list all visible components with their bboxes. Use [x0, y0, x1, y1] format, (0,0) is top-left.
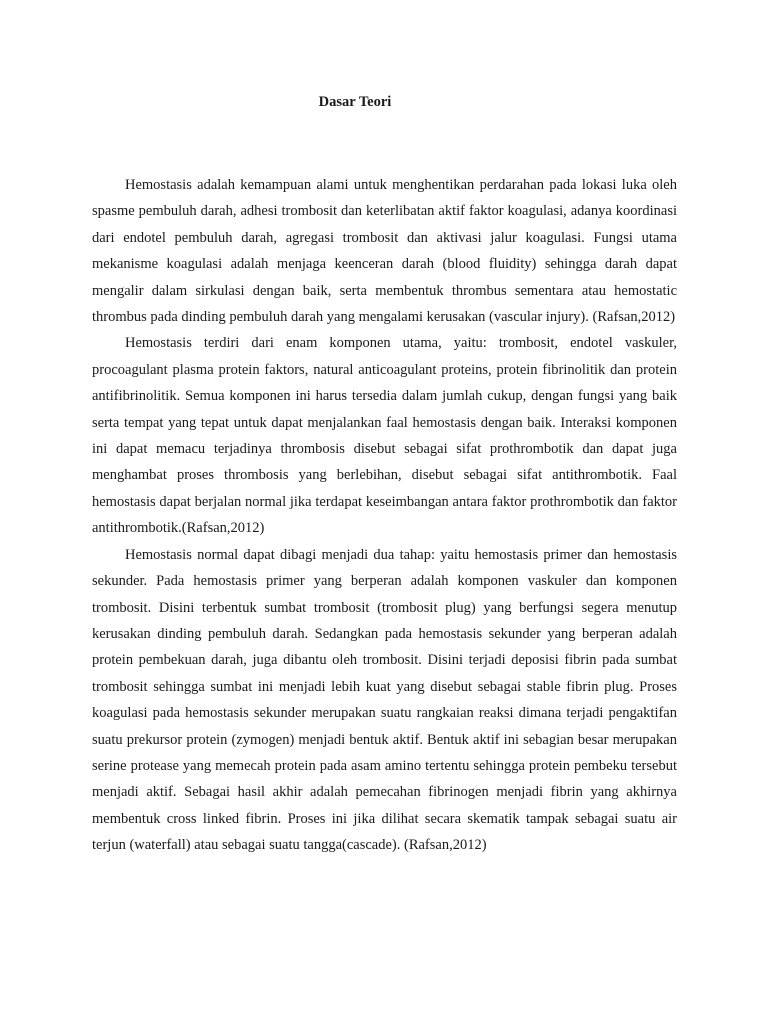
- document-body: [92, 172, 677, 859]
- document-title: Dasar Teori: [318, 94, 392, 110]
- paragraph-hemostasis-components: Hemostasis terdiri dari enam komponen utama, yaitu: trombosit, endotel vaskuler, procoagulant plasma protein faktors, natural anticoagulant proteins, protein fibrinolitik dan protein antifibrinolitik. Semua komponen ini harus tersedia dalam jumlah cukup, dengan fungsi yang baik serta tempat yang tepat untuk dapat menjalankan faal hemostasis dengan baik. Interaksi komponen ini dapat memacu terjadinya thrombosis disebut sebagai sifat prothrombotik dan dapat juga menghambat proses thrombosis yang berlebihan, disebut sebagai sifat antithrombotik. Faal hemostasis dapat berjalan normal jika terdapat keseimbangan antara faktor prothrombotik dan faktor antithrombotik.(Rafsan,2012): [92, 335, 677, 537]
- paragraph-hemostasis-stages: Hemostasis normal dapat dibagi menjadi dua tahap: yaitu hemostasis primer dan hemostasis sekunder. Pada hemostasis primer yang berperan adalah komponen vaskuler dan komponen trombosit. Disini terbentuk sumbat trombosit (trombosit plug) yang berfungsi segera menutup kerusakan dinding pembuluh darah. Sedangkan pada hemostasis sekunder yang berperan adalah protein pembekuan darah, juga dibantu oleh trombosit. Disini terjadi deposisi fibrin pada sumbat trombosit sehingga sumbat ini menjadi lebih kuat yang disebut sebagai stable fibrin plug. Proses koagulasi pada hemostasis sekunder merupakan suatu rangkaian reaksi dimana terjadi pengaktifan suatu prekursor protein (zymogen) menjadi bentuk aktif. Bentuk aktif ini sebagian besar merupakan serine protease yang memecah protein pada asam amino tertentu sehingga protein pembeku tersebut menjadi aktif. Sebagai hasil akhir adalah pemecahan fibrinogen menjadi fibrin yang akhirnya membentuk cross linked fibrin. Proses ini jika dilihat secara skematik tampak sebagai suatu air terjun (waterfall) atau sebagai suatu tangga(cascade). (Rafsan,2012): [92, 546, 677, 854]
- paragraph-hemostasis-definition: Hemostasis adalah kemampuan alami untuk menghentikan perdarahan pada lokasi luka oleh spasme pembuluh darah, adhesi trombosit dan keterlibatan aktif faktor koagulasi, adanya koordinasi dari endotel pembuluh darah, agregasi trombosit dan aktivasi jalur koagulasi. Fungsi utama mekanisme koagulasi adalah menjaga keenceran darah (blood fluidity) sehingga darah dapat mengalir dalam sirkulasi dengan baik, serta membentuk thrombus sementara atau hemostatic thrombus pada dinding pembuluh darah yang mengalami kerusakan (vascular injury). (Rafsan,2012): [92, 177, 677, 326]
